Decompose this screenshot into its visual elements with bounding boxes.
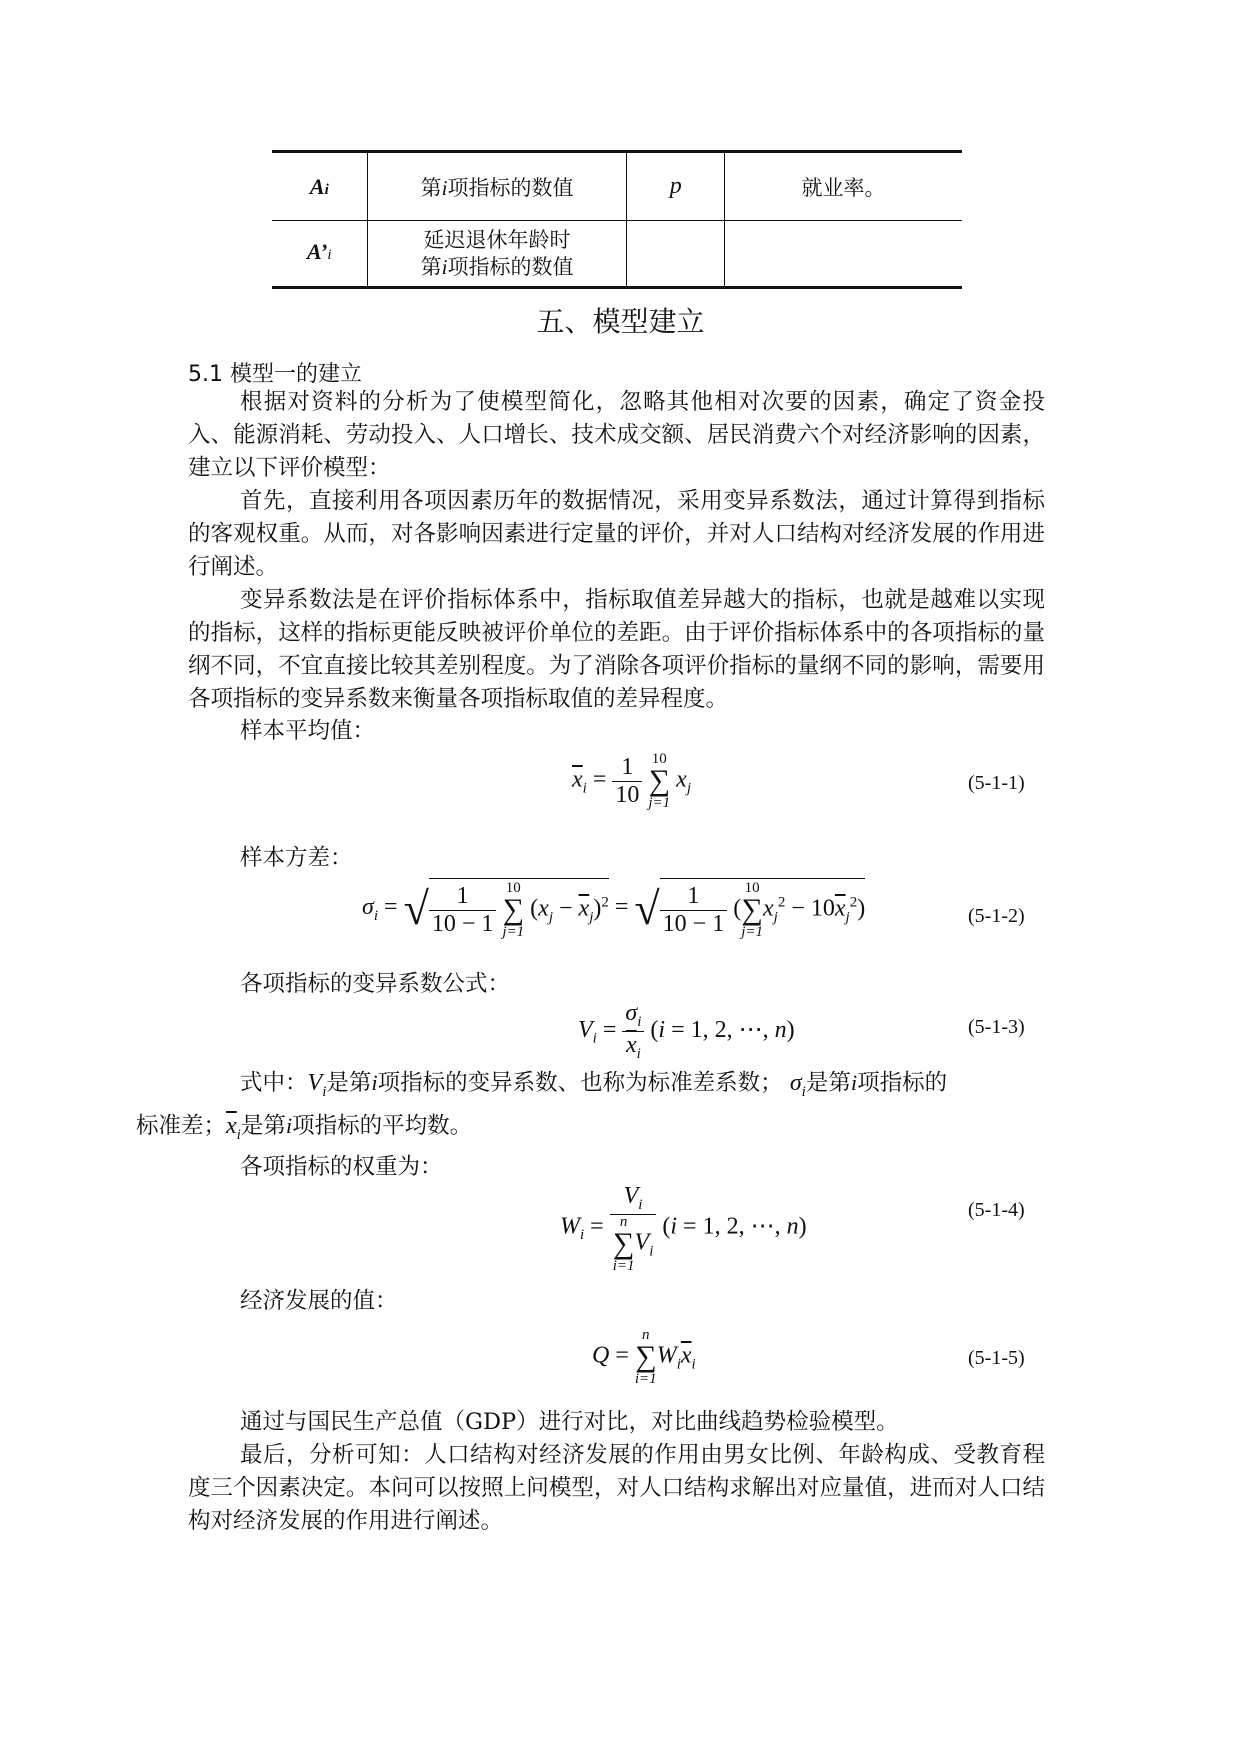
symbol-table — [272, 150, 962, 289]
paragraph: 首先，直接利用各项因素历年的数据情况，采用变异系数法，通过计算得到指标的客观权重。从而，对各影响因素进行定量的评价，并对人口结构对经济发展的作用进行阐述。 — [188, 488, 1045, 580]
table-row — [272, 221, 962, 288]
description-cell — [367, 152, 627, 221]
paragraph: 最后，分析可知：人口结构对经济发展的作用由男女比例、年龄构成、受教育程度三个因素决定。本问可以按照上问模型，对人口结构求解出对应量值，进而对人口结构对经济发展的作用进行阐述。 — [188, 1442, 1045, 1534]
desc-text: 延迟退休年龄时 — [423, 227, 571, 252]
subsection-title: 5.1 模型一的建立 — [188, 362, 362, 387]
label-cv: 各项指标的变异系数公式： — [240, 971, 511, 997]
text: 标准差； — [136, 1112, 227, 1139]
symbol-p: p — [669, 173, 682, 199]
section-title: 五、模型建立 — [536, 305, 705, 338]
desc-text: 就业率。 — [801, 175, 886, 200]
description-cell — [724, 221, 962, 288]
label-weight: 各项指标的权重为： — [240, 1154, 443, 1180]
desc-var: i — [441, 175, 448, 200]
description-cell — [367, 221, 627, 288]
paragraph: 根据对资料的分析为了使模型简化，忽略其他相对次要的因素，确定了资金投入、能源消耗、劳动投入、人口增长、技术成交额、居民消费六个对经济影响的因素，建立以下评价模型： — [188, 389, 1045, 481]
label-economy: 经济发展的值： — [240, 1288, 398, 1314]
desc-text: 第 — [420, 254, 442, 279]
equation-number: (5-1-1) — [968, 772, 1025, 794]
equation-economy: Q = n ∑ i=1 $W_i\overline{x}_i$ — [592, 1327, 696, 1387]
text: 项指标的平均数。 — [292, 1112, 473, 1139]
desc-text: 项指标的数值 — [447, 254, 574, 279]
equation-number: (5-1-5) — [968, 1347, 1025, 1369]
paragraph-definitions: 式中：$V_i$是第i项指标的变异系数、也称为标准差系数； $\sigma_i$是第i项指标的 标准差；$\overline{x}_i$是第i项指标的平均数。 — [136, 1070, 948, 1143]
equation-cv: $V_i$ = $\frac{\sigma_i}{\overline{x}_i}$ (i = 1, 2, ⋯, n) — [578, 1000, 795, 1062]
label-variance: 样本方差： — [240, 845, 353, 871]
text: 式中： — [240, 1070, 308, 1096]
label-mean: 样本平均值： — [240, 718, 376, 744]
desc-var: i — [441, 254, 448, 279]
description-cell — [724, 152, 962, 221]
symbol-cell: A’i — [307, 239, 332, 264]
text: 是第 — [326, 1070, 372, 1096]
paragraph: 变异系数法是在评价指标体系中，指标取值差异越大的指标，也就是越难以实现的指标，这样的指标更能反映被评价单位的差距。由于评价指标体系中的各项指标的量纲不同，不宜直接比较其差别程度。为了消除各项评价指标的量纲不同的影响，需要用各项指标的变异系数来衡量各项指标取值的差异程度。 — [188, 587, 1045, 712]
equation-weight: $W_i$ = $V_i$ n ∑ i=1 $V_i$ (i = 1, 2, ⋯, n) — [560, 1183, 807, 1274]
desc-text: 项指标的数值 — [447, 175, 574, 200]
equation-number: (5-1-3) — [968, 1016, 1025, 1038]
equation-number: (5-1-2) — [968, 905, 1025, 927]
paragraph: 通过与国民生产总值（GDP）进行对比，对比曲线趋势检验模型。 — [240, 1409, 899, 1435]
equation-number: (5-1-4) — [968, 1199, 1025, 1221]
symbol-cell — [627, 152, 725, 221]
text: 项指标的变异系数、也称为标准差系数； — [377, 1070, 783, 1096]
text: 是第 — [805, 1070, 851, 1096]
symbol-cell: Ai — [272, 152, 367, 221]
table-row — [272, 152, 962, 221]
desc-text: 第 — [420, 175, 442, 200]
text: 是第 — [240, 1112, 286, 1139]
equation-mean: $\overline{x}_i$ = $\frac{1}{10}$ 10 ∑ j=1 $x_j$ — [572, 751, 691, 811]
symbol-cell — [627, 221, 725, 288]
text: 项指标的 — [857, 1070, 948, 1096]
equation-variance: $\sigma_i$ = √ $\frac{1}{10 - 1}$ 10 ∑ j=1 $(x_j - \overline{x}_j)^2$ = √ $\frac{1}{10 - 1}$ ( 10 ∑ j=1 $x_j^2 - 10\overline{x}_j^2$) — [362, 880, 866, 940]
